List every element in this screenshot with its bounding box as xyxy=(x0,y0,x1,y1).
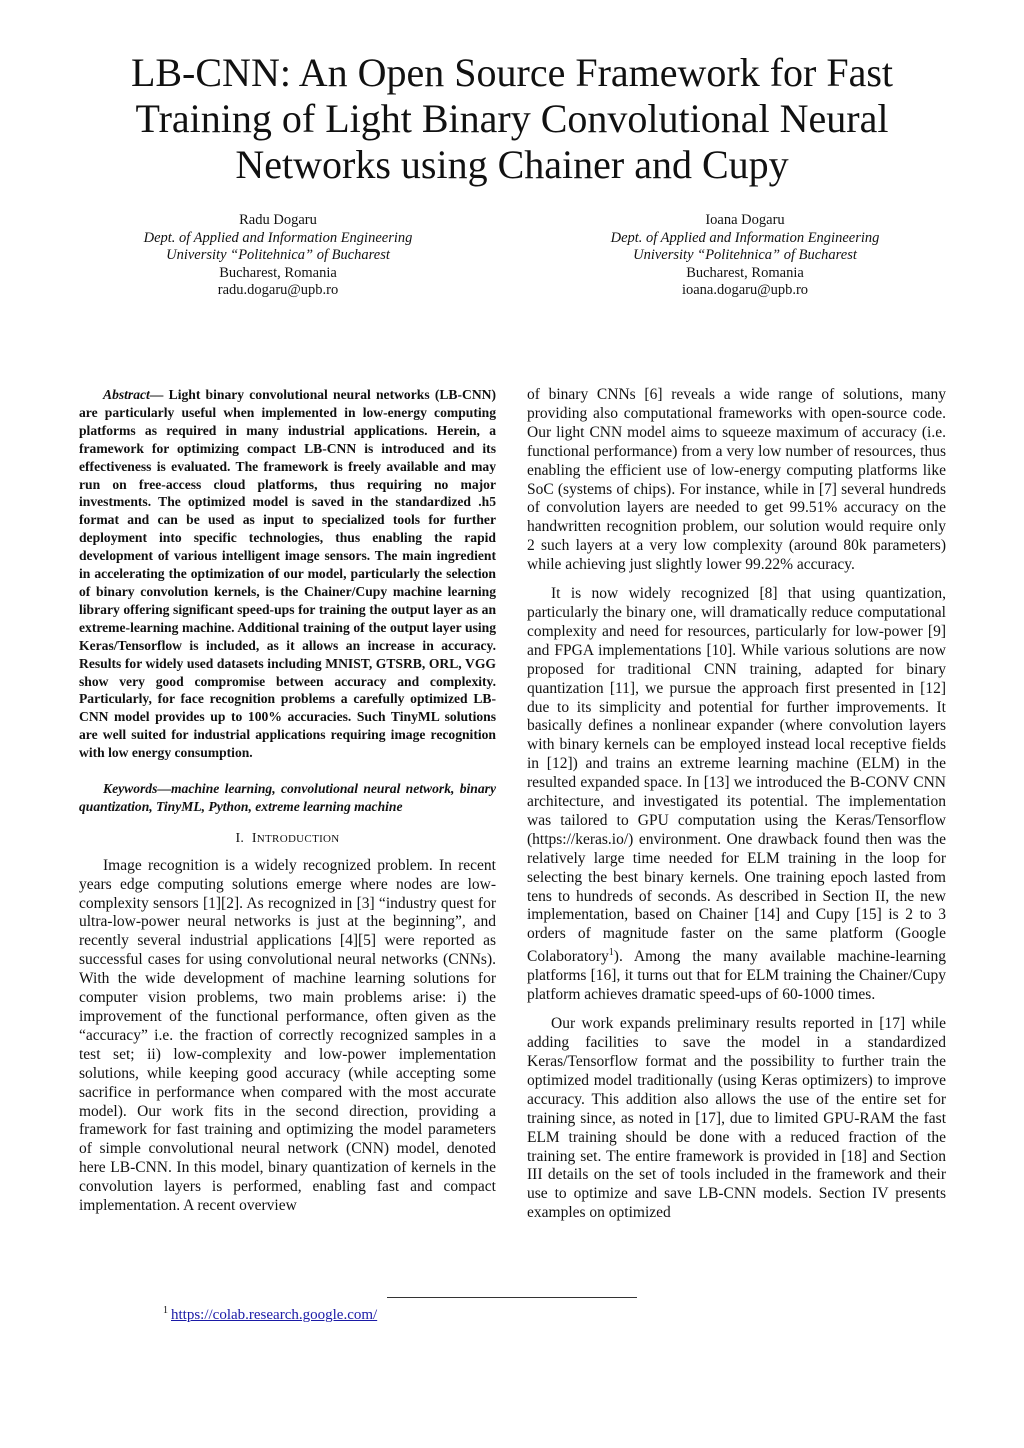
footnote-number: 1 xyxy=(163,1305,168,1316)
body-paragraph: Our work expands preliminary results reported in [17] while adding facilities to save the model in a standardized Keras/Tensorflow format and the possibility to further train the optimized model traditionally (using Keras optimizers) to improve accuracy. This addition also allows the use of the entire set for training since, as noted in [17], due to limited GPU-RAM the fast ELM training should be done with a reduced fraction of the training set. The entire framework is provided in [18] and Section III details on the set of tools included in the framework and their use to optimize and save LB-CNN models. Section IV presents examples on optimized xyxy=(527,1015,946,1222)
author-name: Radu Dogaru xyxy=(239,212,317,228)
abstract xyxy=(79,386,496,762)
abstract-text: Light binary convolutional neural networks (LB-CNN) are particularly useful when implemented in low-energy computing platforms as required in many industrial applications. Herein, a framework for optimizing compact LB-CNN is introduced and its effectiveness is evaluated. The framework is freely available and may run on free-access cloud platforms, thus requiring no major investments. The optimized model is saved in the standardized .h5 format and can be used as input to specialized tools for further deployment into specific technologies, thus enabling the rapid development of various intelligent image sensors. The main ingredient in accelerating the optimization of our model, particularly the selection of binary convolution kernels, is the Chainer/Cupy machine learning library offering significant speed-ups for training the output layer as an extreme-learning machine. Additional training of the output layer using Keras/Tensorflow is included, as it allows an increase in accuracy. Results for widely used datasets including MNIST, GTSRB, ORL, VGG show very good compromise between accuracy and complexity. Particularly, for face recognition problems a carefully optimized LB-CNN model provides up to 100% accuracies. Such TinyML solutions are well suited for industrial applications requiring image recognition with low energy consumption. xyxy=(79,387,496,761)
author-university: University “Politehnica” of Bucharest xyxy=(633,247,857,263)
author-dept: Dept. of Applied and Information Engineering xyxy=(610,229,880,246)
section-heading-introduction xyxy=(79,830,496,849)
author-name: Ioana Dogaru xyxy=(705,212,785,228)
footnote xyxy=(163,1305,377,1324)
author-location: Bucharest, Romania xyxy=(686,264,804,281)
author-block-2 xyxy=(535,212,955,300)
title-line: LB-CNN: An Open Source Framework for Fast xyxy=(130,50,894,95)
footnote-marker[interactable]: 1 xyxy=(608,947,614,959)
abstract-label: Abstract— xyxy=(103,387,164,402)
author-email: ioana.dogaru@upb.ro xyxy=(681,282,809,298)
author-dept: Dept. of Applied and Information Engineering xyxy=(143,229,413,246)
footnote-link[interactable]: https://colab.research.google.com/ xyxy=(171,1307,378,1323)
paragraph-text: ). Among the many available machine-learning platforms [16], it turns out that for ELM training the Chainer/Cupy platform achieves dramatic speed-ups of 60-1000 times. xyxy=(527,948,946,1004)
paper-title xyxy=(60,50,964,188)
author-email: radu.dogaru@upb.ro xyxy=(217,282,339,298)
section-rest: NTRODUCTION xyxy=(256,832,340,845)
body-paragraph: of binary CNNs [6] reveals a wide range of solutions, many providing also computational frameworks with open-source code. Our light CNN model aims to squeeze maximum of accuracy (i.e. functional performance) from a very low number of resources, thus enabling the efficient use of low-energy computing platforms like SoC (systems of chips). For instance, while in [7] several hundreds of convolution layers are needed to get 99.51% accuracy on the handwritten recognition problem, our solution would require only 2 such layers at a very low complexity (around 80k parameters) while achieving just slightly lower 99.22% accuracy. xyxy=(527,386,946,574)
title-line: Networks using Chainer and Cupy xyxy=(235,142,789,187)
paragraph-text: It is now widely recognized [8] that using quantization, particularly the binary one, will dramatically reduce computational complexity and need for resources, particularly for low-power [9] and FPGA implementations [10]. While various solutions are now proposed for traditional CNN training, adapted for binary quantization [11], we pursue the approach first presented in [12] due to its simplicity and potential for further improvements. It basically defines a nonlinear expander (where convolution layers with binary kernels can be employed instead local receptive fields in [12]) and trains an extreme learning machine (ELM) in the resulted expanded space. In [13] we introduced the B-CONV CNN architecture, and investigated its potential. The implementation was tailored to GPU computation using the Keras/Tensorflow (https://keras.io/) environment. One drawback found then was the relatively large time needed for ELM training in the loop for selecting the best binary kernels. One training epoch lasted from tens to hundreds of seconds. As described in Section II, the new implementation, based on Chainer [14] and Cupy [15] is 2 to 3 orders of magnitude faster on the same platform (Google Colaboratory xyxy=(527,585,946,966)
intro-paragraph: Image recognition is a widely recognized problem. In recent years edge computing solutions emerge where nodes are low-complexity sensors [1][2]. As recognized in [3] “industry quest for ultra-low-power neural networks is just at the beginning”, and recently several industrial applications [4][5] were reported as successful cases for using convolutional neural networks (CNNs). With the wide development of machine learning solutions for computer vision problems, two main problems arise: i) the improvement of the functional performance, often given as the “accuracy” i.e. the fraction of correctly recognized samples in a test set; ii) low-complexity and low-power implementation solutions, while keeping good accuracy (while accepting some sacrifice in performance when compared with the most accurate model). Our work fits in the second direction, providing a framework for fast training and optimizing the model parameters of simple convolutional neural network (CNN) model, denoted here LB-CNN. In this model, binary quantization of kernels in the convolution layers is performed, enabling fast and compact implementation. A recent overview xyxy=(79,856,496,1215)
section-numeral: I. xyxy=(235,830,245,846)
author-location: Bucharest, Romania xyxy=(219,264,337,281)
author-block-1 xyxy=(68,212,488,300)
footnote-divider xyxy=(387,1297,637,1298)
author-university: University “Politehnica” of Bucharest xyxy=(166,247,390,263)
left-column xyxy=(79,386,496,1216)
body-paragraph xyxy=(527,585,946,1005)
right-column xyxy=(527,386,946,1223)
title-line: Training of Light Binary Convolutional Neural xyxy=(135,96,889,141)
keywords: Keywords—machine learning, convolutional neural network, binary quantization, TinyML, Python, extreme learning machine xyxy=(79,781,496,814)
section-initial: I xyxy=(251,830,257,846)
